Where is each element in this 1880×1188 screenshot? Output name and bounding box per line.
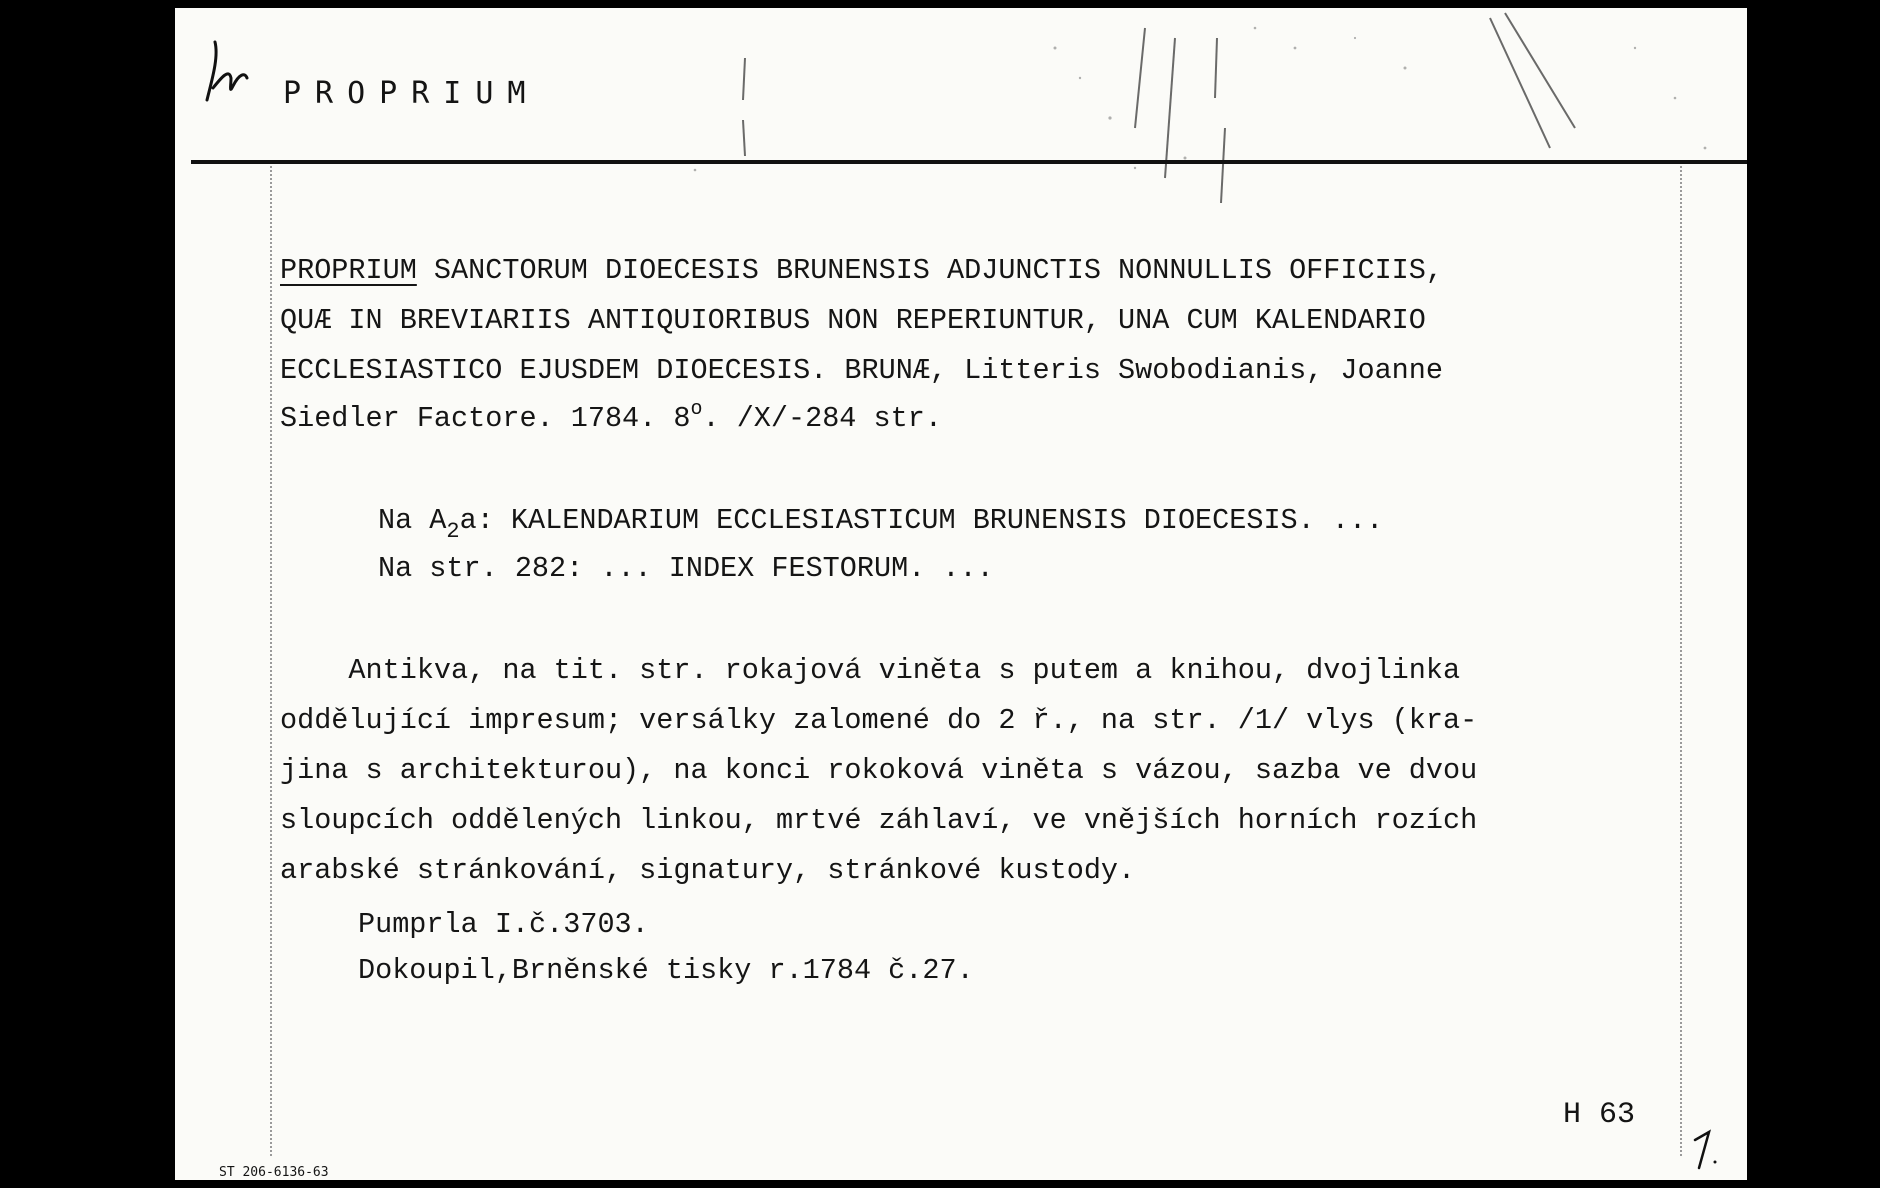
shelfmark: H 63 bbox=[1563, 1098, 1636, 1132]
pagination-text: . /X/-284 str. bbox=[702, 402, 942, 435]
note-1-prefix: Na A bbox=[378, 504, 447, 537]
reference-1: Pumprla I.č.3703. bbox=[358, 908, 649, 941]
note-1-rest: a: KALENDARIUM ECCLESIASTICUM BRUNENSIS DIOECESIS. ... bbox=[459, 504, 1384, 537]
note-1-subscript: 2 bbox=[446, 519, 460, 544]
description-line-1: Antikva, na tit. str. rokajová viněta s putem a knihou, dvojlinka bbox=[280, 654, 1461, 687]
description-line-2: oddělující impresum; versálky zalomené do 2 ř., na str. /1/ vlys (kra- bbox=[280, 704, 1478, 737]
reference-2: Dokoupil,Brněnské tisky r.1784 č.27. bbox=[358, 954, 974, 987]
title-keyword: PROPRIUM bbox=[280, 254, 417, 287]
note-line-1 bbox=[378, 496, 1383, 548]
note-line-2: Na str. 282: ... INDEX FESTORUM. ... bbox=[378, 552, 994, 585]
description-line-3: jina s architekturou), na konci rokoková viněta s vázou, sazba ve dvou bbox=[280, 754, 1478, 787]
title-line-1 bbox=[280, 246, 1443, 296]
print-code: ST 206-6136-63 bbox=[219, 1165, 329, 1180]
title-line-4 bbox=[280, 394, 942, 447]
title-line-3: ECCLESIASTICO EJUSDEM DIOECESIS. BRUNÆ, Litteris Swobodianis, Joanne bbox=[280, 354, 1443, 387]
left-margin-line bbox=[270, 166, 273, 1156]
card-heading: PROPRIUM bbox=[283, 76, 540, 111]
handwritten-number-icon bbox=[1685, 1126, 1725, 1172]
title-line-2: QUÆ IN BREVIARIIS ANTIQUIORIBUS NON REPERIUNTUR, UNA CUM KALENDARIO bbox=[280, 304, 1426, 337]
handwritten-initial-icon bbox=[201, 28, 257, 108]
right-margin-line bbox=[1680, 166, 1683, 1156]
format-superscript: o bbox=[690, 398, 703, 421]
imprint-text: Siedler Factore. 1784. 8 bbox=[280, 402, 691, 435]
catalog-card bbox=[175, 8, 1747, 1180]
title-line-1-rest: SANCTORUM DIOECESIS BRUNENSIS ADJUNCTIS NONNULLIS OFFICIIS, bbox=[416, 254, 1443, 287]
description-line-4: sloupcích oddělených linkou, mrtvé záhlaví, ve vnějších horních rozích bbox=[280, 804, 1478, 837]
description-line-5: arabské stránkování, signatury, stránkové kustody. bbox=[280, 854, 1136, 887]
header-divider bbox=[191, 160, 1747, 164]
